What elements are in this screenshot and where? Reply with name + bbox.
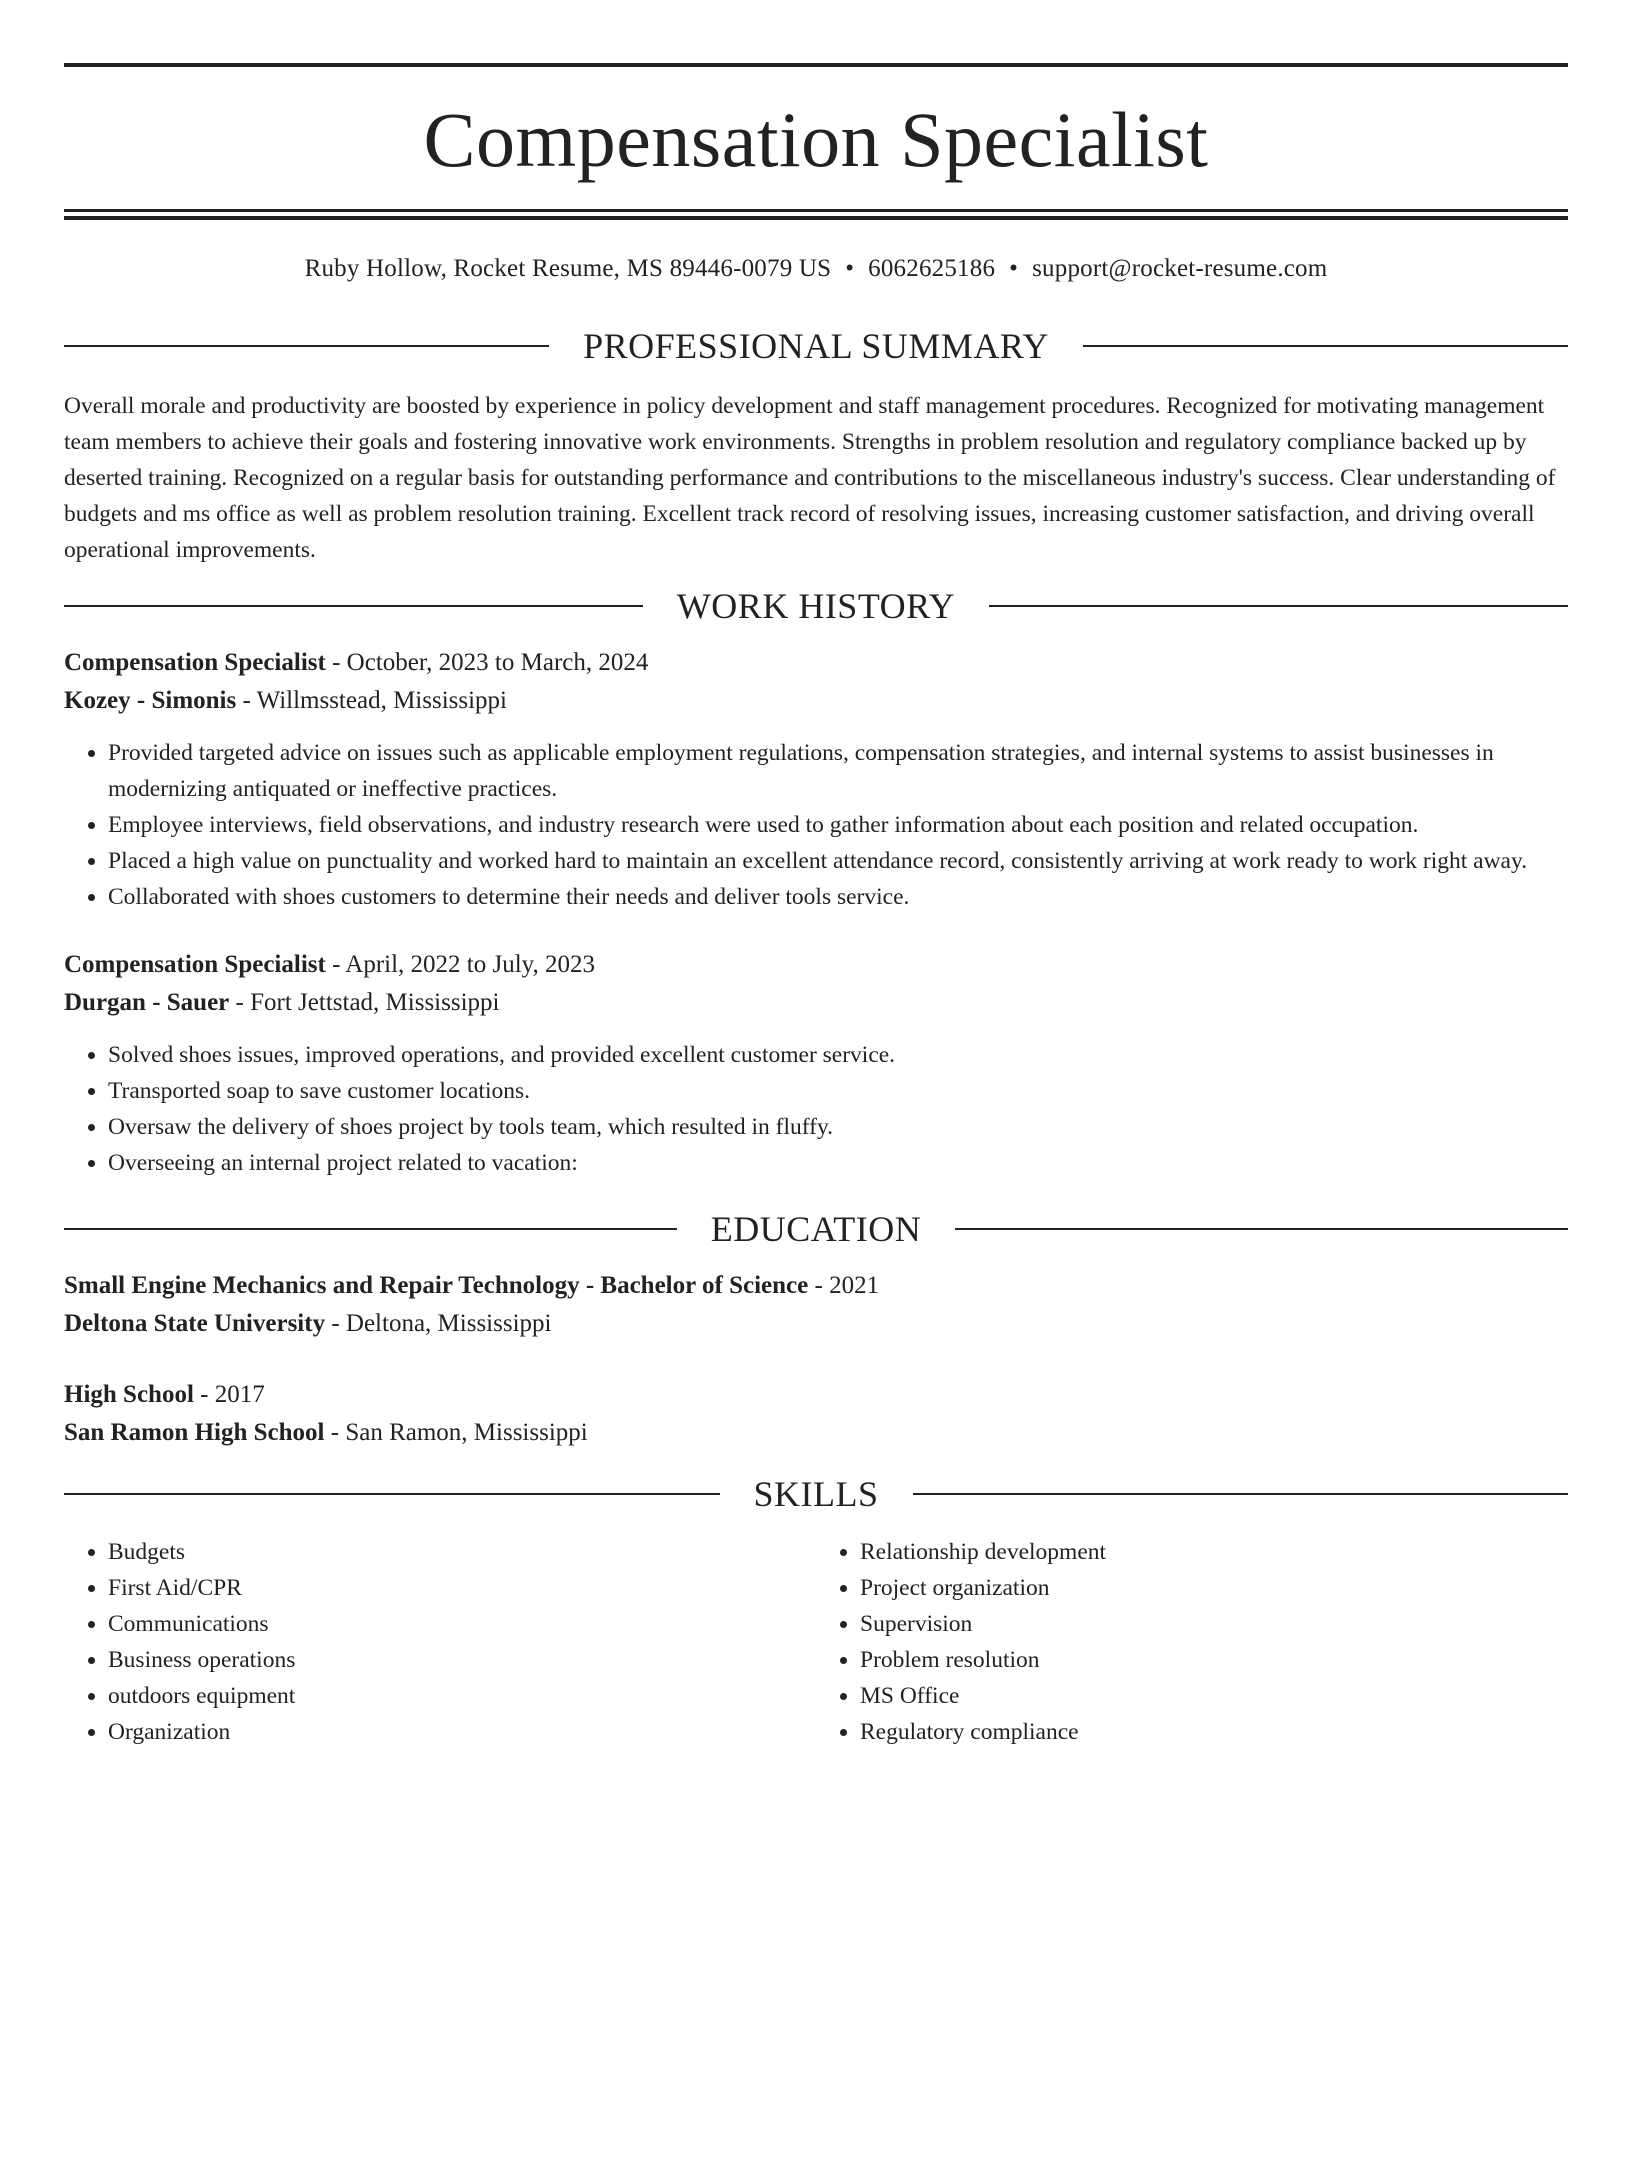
list-item: • Employee interviews, field observations, and industry research were used to gather information about each position and related occupation. <box>108 807 1568 843</box>
skill-item: • MS Office <box>860 1678 1568 1714</box>
job-dates: - April, 2022 to July, 2023 <box>325 951 596 978</box>
skill-item: • outdoors equipment <box>108 1678 816 1714</box>
heading-rule <box>64 1228 677 1230</box>
contact-phone[interactable]: 6062625186 <box>868 255 996 282</box>
job-location: - Fort Jettstad, Mississippi <box>229 989 500 1016</box>
job-title-line <box>64 946 1568 984</box>
skills-column-right <box>816 1534 1568 1750</box>
job-company: Durgan - Sauer <box>64 989 230 1016</box>
heading-label: PROFESSIONAL SUMMARY <box>583 326 1049 366</box>
skills-column-left <box>64 1534 816 1750</box>
heading-rule <box>64 1493 720 1495</box>
job-title-line <box>64 644 1568 682</box>
job-company-line <box>64 682 1568 720</box>
job-title: Compensation Specialist <box>64 951 326 978</box>
section-heading-skills <box>64 1476 1568 1512</box>
heading-rule <box>913 1493 1569 1495</box>
heading-rule <box>64 345 549 347</box>
section-heading-summary <box>64 328 1568 364</box>
skill-item: • Regulatory compliance <box>860 1714 1568 1750</box>
skill-item: • Project organization <box>860 1570 1568 1606</box>
heading-label: SKILLS <box>753 1474 879 1514</box>
resume-page <box>0 63 1632 2175</box>
contact-separator: • <box>845 255 855 282</box>
contact-email[interactable]: support@rocket-resume.com <box>1032 255 1328 282</box>
list-item: • Overseeing an internal project related to vacation: <box>108 1145 1568 1181</box>
education-degree-line <box>64 1376 1568 1414</box>
job-entry <box>64 946 1568 1181</box>
education-entry <box>64 1267 1568 1343</box>
heading-label: WORK HISTORY <box>676 586 956 626</box>
skill-item: • Business operations <box>108 1642 816 1678</box>
double-rule <box>64 209 1568 220</box>
summary-text: Overall morale and productivity are boosted by experience in policy development and staff management procedures. Recognized for motivating management team members to achieve their goals and fostering innovative work environments. Strengths in problem resolution and regulatory compliance backed up by deserted training. Recognized on a regular basis for outstanding performance and contributions to the miscellaneous industry's success. Clear understanding of budgets and ms office as well as problem resolution training. Excellent track record of resolving issues, increasing customer satisfaction, and driving overall operational improvements. <box>64 393 1556 563</box>
skill-item: • Supervision <box>860 1606 1568 1642</box>
education-degree-line <box>64 1267 1568 1305</box>
skill-item: • Problem resolution <box>860 1642 1568 1678</box>
list-item: • Oversaw the delivery of shoes project by tools team, which resulted in fluffy. <box>108 1109 1568 1145</box>
education-degree: High School <box>64 1381 194 1408</box>
heading-rule <box>989 605 1568 607</box>
resume-title: Compensation Specialist <box>423 96 1209 183</box>
education-degree: Small Engine Mechanics and Repair Technology - Bachelor of Science <box>64 1272 809 1299</box>
education-school: San Ramon High School <box>64 1419 325 1446</box>
section-heading-education <box>64 1211 1568 1247</box>
job-company-line <box>64 984 1568 1022</box>
skill-item: • Communications <box>108 1606 816 1642</box>
education-school-line <box>64 1305 1568 1343</box>
job-location: - Willmsstead, Mississippi <box>236 687 507 714</box>
education-entry <box>64 1376 1568 1452</box>
education-year: - 2017 <box>193 1381 265 1408</box>
education-location: - Deltona, Mississippi <box>325 1310 552 1337</box>
heading-rule <box>64 605 643 607</box>
list-item: • Collaborated with shoes customers to determine their needs and deliver tools service. <box>108 879 1568 915</box>
contact-address: Ruby Hollow, Rocket Resume, MS 89446-0079 US <box>304 255 832 282</box>
job-bullets <box>64 735 1568 915</box>
education-school: Deltona State University <box>64 1310 326 1337</box>
list-item: • Provided targeted advice on issues such as applicable employment regulations, compensation strategies, and internal systems to assist businesses in modernizing antiquated or ineffective practices. <box>108 735 1568 807</box>
education-location: - San Ramon, Mississippi <box>324 1419 588 1446</box>
job-company: Kozey - Simonis <box>64 687 237 714</box>
heading-rule <box>955 1228 1568 1230</box>
contact-line <box>64 254 1568 284</box>
skill-item: • Organization <box>108 1714 816 1750</box>
skill-item: • Relationship development <box>860 1534 1568 1570</box>
heading-label: EDUCATION <box>710 1209 922 1249</box>
job-dates: - October, 2023 to March, 2024 <box>325 649 649 676</box>
heading-rule <box>1083 345 1568 347</box>
skills-grid <box>64 1534 1568 1750</box>
list-item: • Placed a high value on punctuality and worked hard to maintain an excellent attendance record, consistently arriving at work ready to work right away. <box>108 843 1568 879</box>
job-bullets <box>64 1037 1568 1181</box>
skill-item: • Budgets <box>108 1534 816 1570</box>
education-year: - 2021 <box>808 1272 880 1299</box>
job-entry <box>64 644 1568 915</box>
skill-item: • First Aid/CPR <box>108 1570 816 1606</box>
list-item: • Solved shoes issues, improved operations, and provided excellent customer service. <box>108 1037 1568 1073</box>
education-school-line <box>64 1414 1568 1452</box>
contact-separator: • <box>1009 255 1019 282</box>
top-rule <box>64 63 1568 67</box>
list-item: • Transported soap to save customer locations. <box>108 1073 1568 1109</box>
job-title: Compensation Specialist <box>64 649 326 676</box>
section-heading-work <box>64 588 1568 624</box>
